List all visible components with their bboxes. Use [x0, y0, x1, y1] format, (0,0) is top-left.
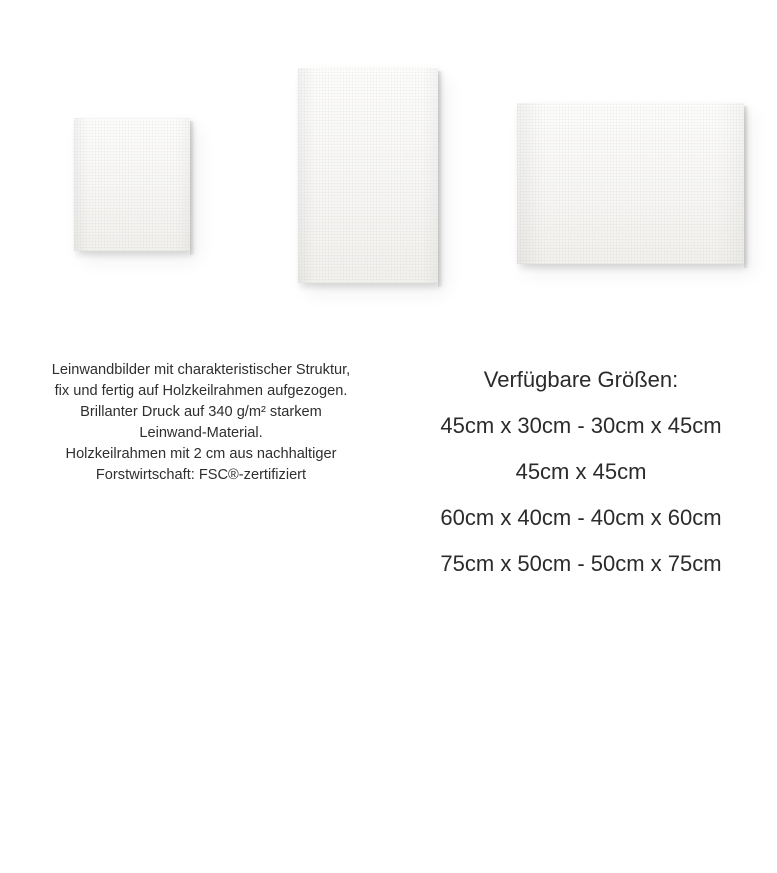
canvas-preview-small: [74, 118, 190, 251]
description-line-5: Holzkeilrahmen mit 2 cm aus nachhaltiger: [65, 446, 337, 462]
description-line-1: Leinwandbilder mit charakteristischer Struktur,: [51, 362, 351, 378]
canvas-preview-large: [517, 103, 744, 264]
size-option-3: 60cm x 40cm - 40cm x 60cm: [440, 505, 722, 530]
description-line-2: fix und fertig auf Holzkeilrahmen aufgezogen.: [54, 383, 348, 399]
description-line-3: Brillanter Druck auf 340 g/m² starkem: [80, 404, 322, 420]
size-option-1: 45cm x 30cm - 30cm x 45cm: [440, 413, 722, 438]
available-sizes: [395, 363, 767, 587]
size-option-4: 75cm x 50cm - 50cm x 75cm: [440, 551, 722, 576]
size-option-2: 45cm x 45cm: [515, 459, 647, 484]
available-sizes-heading: Verfügbare Größen:: [483, 367, 679, 392]
canvas-showcase: [0, 0, 777, 340]
canvas-preview-medium: [298, 68, 438, 283]
description-line-6: Forstwirtschaft: FSC®-zertifiziert: [95, 467, 307, 483]
description-line-4: Leinwand-Material.: [139, 425, 263, 441]
product-description: [16, 360, 386, 486]
